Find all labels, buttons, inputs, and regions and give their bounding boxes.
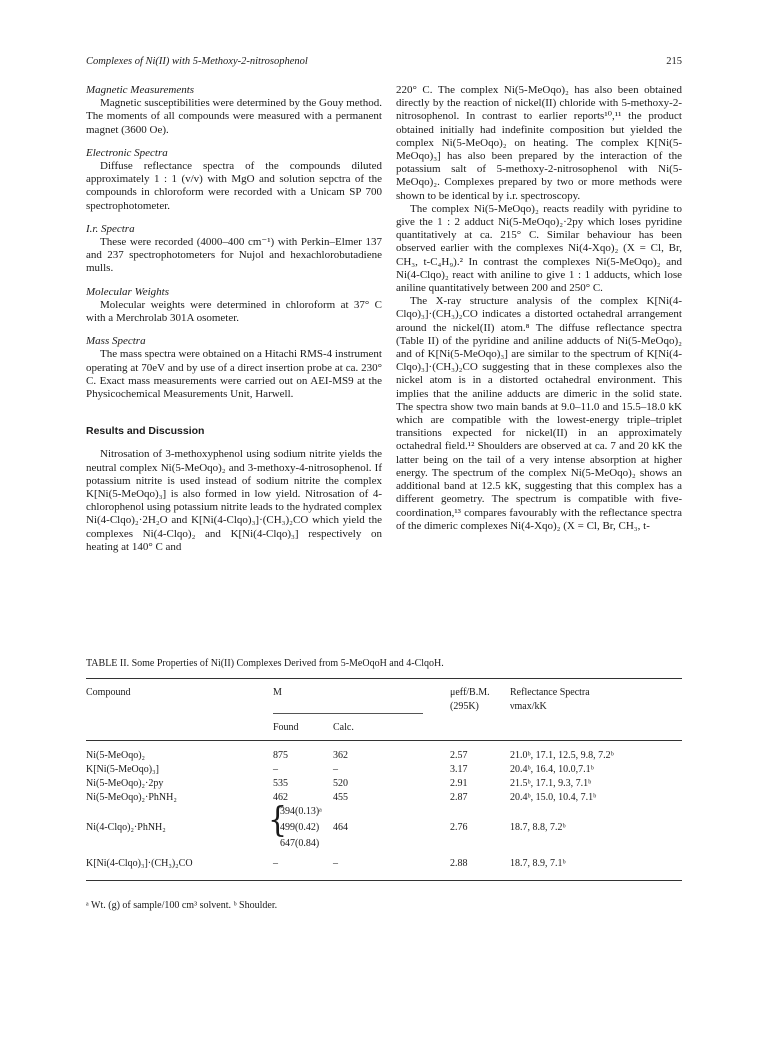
section-heading-magnetic: Magnetic Measurements [86,84,195,96]
table-cell-mu: 2.88 [450,858,468,869]
table-cell-calc: 464 [333,822,348,833]
header-found: Found [273,722,299,733]
table-cell-mu: 2.57 [450,750,468,761]
table-cell-found: 875 [273,750,288,761]
table-cell-reflectance: 20.4ᵇ, 16.4, 10.0,7.1ᵇ [510,764,594,775]
table-cell-reflectance: 21.5ᵇ, 17.1, 9.3, 7.1ᵇ [510,778,592,789]
table-top-rule [86,678,682,679]
paragraph-magnetic: Magnetic susceptibilities were determined by the Gouy method. The moments of all compounds were measured with a permanent magnet (3600 Oe). [86,97,382,136]
table-cell-mu: 3.17 [450,764,468,775]
running-header [86,56,682,72]
paragraph-right-3: The X-ray structure analysis of the complex K[Ni(4-Clqo)₃]·(CH₃)₂CO indicates a distorted octahedral arrangement around the nickel(II) atom.⁸ The diffuse reflectance spectra (Table II) of the pyridine and aniline adducts of Ni(5-MeOqo)₂ and of K[Ni(5-MeOqo)₃] are similar to the spectrum of K[Ni(4-Clqo)₃]·(CH₃)₂CO suggesting that in these complexes also the nickel atom is in a distorted octahedral environment. This implies that the aniline adducts are dimeric in the solid state. The spectra show two main bands at 9.0–11.0 and 15.5–18.0 kK which are compatible with the lowest-energy triple–triplet transitions expected for nickel(II) in an approximately octahedral field.¹² Shoulders are observed at ca. 7 and 20 kK the latter being on the tail of a very intense absorption at higher energy. The spectrum of the complex Ni(5-MeOqo)₂ shows an additional band at 12.5 kK, suggesting that this complex has a different geometry. The spectrum is compatible with five-coordination,¹³ compares favourably with the reflectance spectra of the dimeric complexes Ni(4-Xqo)₂ (X = Cl, Br, CH₃, t- [396,295,682,532]
table-caption: TABLE II. Some Properties of Ni(II) Complexes Derived from 5-MeOqoH and 4-ClqoH. [86,658,444,669]
header-mu: μeff/B.M. [450,687,490,698]
section-heading-results: Results and Discussion [86,425,205,438]
table-bottom-rule [86,880,682,881]
table-cell-found: – [273,858,278,869]
section-heading-mass: Mass Spectra [86,335,146,348]
table-header-rule [86,740,682,741]
table-cell-calc: 362 [333,750,348,761]
table-cell-compound: K[Ni(4-Clqo)₃]·(CH₃)₂CO [86,858,193,869]
table-cell-compound: Ni(5-MeOqo)₂ [86,750,146,761]
table-cell-calc: 455 [333,792,348,803]
table-cell-calc: – [333,858,338,869]
section-heading-molecular: Molecular Weights [86,285,169,298]
table-cell-mu: 2.91 [450,778,468,789]
section-heading-electronic: Electronic Spectra [86,146,168,159]
table-cell-mu: 2.76 [450,822,468,833]
table-cell-reflectance: 18.7, 8.9, 7.1ᵇ [510,858,566,869]
table-cell-found: 499(0.42) [280,822,320,833]
paragraph-right-2: The complex Ni(5-MeOqo)₂ reacts readily with pyridine to give the 1 : 2 adduct Ni(5-MeOqo)₂·2py which loses pyridine quantitatively at ca. 215° C. Similar behaviour has been observed earlier with the complexes Ni(4-Xqo)₂ (X = Cl, Br, CH₃, t-C₄H₉).² In contrast the complexes Ni(5-MeOqo)₂ and Ni(4-Clqo)₂ react with aniline to give 1 : 1 adducts, which lose aniline quantitatively between 200 and 250° C. [396,202,682,295]
paragraph-right-1: 220° C. The complex Ni(5-MeOqo)₂ has also been obtained directly by the reaction of nickel(II) chloride with 5-methoxy-2-nitrosophenol. In contrast to earlier reports¹⁰,¹¹ the product obtained initially had indefinite composition but yielded the complex Ni(5-MeOqo)₂ on heating. The complex K[Ni(5-MeOqo)₃] has also been prepared by the interaction of the potassium salt of 5-methoxy-2-nitrosophenol with Ni(5-MeOqo)₂. Complexes prepared by two or more methods were shown to be identical by i.r. spectroscopy. [396,84,682,202]
header-reflectance-unit: νmax/kK [510,701,547,712]
paragraph-molecular: Molecular weights were determined in chloroform at 37° C with a Merchrolab 301A osometer. [86,298,382,325]
table-cell-found: – [273,764,278,775]
header-m-rule [273,713,423,714]
table-cell-compound: K[Ni(5-MeOqo)₃] [86,764,159,775]
paragraph-results: Nitrosation of 3-methoxyphenol using sodium nitrite yields the neutral complex Ni(5-MeOqo)₂ and 3-methoxy-4-nitrosophenol. If potassium nitrite is used instead of sodium nitrite the complex K[Ni(5-MeOqo)₃] is also formed in low yield. Nitrosation of 4-chlorophenol using potassium nitrite leads to the hydrated complex Ni(4-Clqo)₂·2H₂O and K[Ni(4-Clqo)₃]·(CH₃)₂CO which yield the complexes Ni(4-Clqo)₂ and K[Ni(4-Clqo)₃] respectively on heating at 140° C and [86,448,382,553]
page-number: 215 [666,56,682,67]
table-cell-compound: Ni(5-MeOqo)₂·2py [86,778,164,789]
table-cell-reflectance: 20.4ᵇ, 15.0, 10.4, 7.1ᵇ [510,792,597,803]
right-column [396,84,682,533]
table-cell-mu: 2.87 [450,792,468,803]
table-cell-calc: 520 [333,778,348,789]
brace-symbol: { [268,800,288,841]
table-cell-found: 535 [273,778,288,789]
left-column [86,84,382,554]
paragraph-electronic: Diffuse reflectance spectra of the compounds diluted approximately 1 : 1 (v/v) with MgO and solution sepctra of the compounds in chloroform were recorded with a Unicam SP 700 spectrophotometer. [86,160,382,212]
paragraph-mass: The mass spectra were obtained on a Hitachi RMS-4 instrument operating at 70eV and by use of a direct insertion probe at ca. 230° C. Exact mass measurements were carried out on AEI-MS9 at the Physicochemical Measurements Unit, Harwell. [86,348,382,401]
section-heading-ir: I.r. Spectra [86,222,135,235]
header-reflectance: Reflectance Spectra [510,687,590,698]
table-footnote: ᵃ Wt. (g) of sample/100 cm³ solvent. ᵇ Shoulder. [86,900,278,911]
header-m: M [273,687,282,698]
table-cell-compound: Ni(5-MeOqo)₂·PhNH₂ [86,792,177,803]
table-cell-calc: – [333,764,338,775]
running-title: Complexes of Ni(II) with 5-Methoxy-2-nitrosophenol [86,56,308,67]
header-compound: Compound [86,687,131,698]
paragraph-ir: These were recorded (4000–400 cm⁻¹) with Perkin–Elmer 137 and 237 spectrophotometers for Nujol and hexachlorobutadiene mulls. [86,236,382,275]
table-cell-reflectance: 18.7, 8.8, 7.2ᵇ [510,822,566,833]
table-cell-reflectance: 21.0ᵇ, 17.1, 12.5, 9.8, 7.2ᵇ [510,750,614,761]
table-cell-found: 394(0.13)ᵃ [280,806,322,817]
header-mu-temp: (295K) [450,701,479,712]
table-cell-found: 647(0.84) [280,838,320,849]
table-cell-compound: Ni(4-Clqo)₂·PhNH₂ [86,822,166,833]
header-calc: Calc. [333,722,354,733]
table-cell-found: 462 [273,792,288,803]
